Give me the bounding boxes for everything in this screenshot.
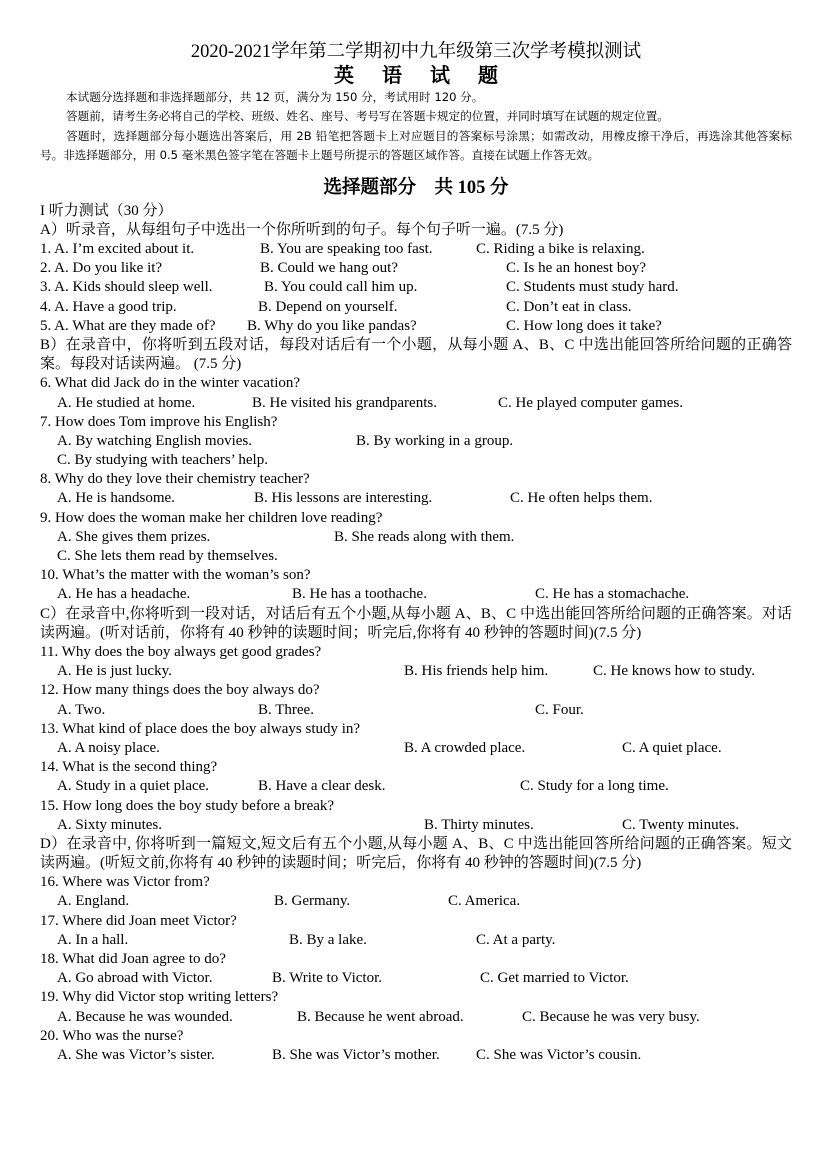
answer-option: B. Why do you like pandas? xyxy=(247,317,417,334)
answer-option: B. Three. xyxy=(258,701,314,718)
answer-option: C. Four. xyxy=(535,701,584,718)
options-row xyxy=(40,1008,792,1027)
question-row xyxy=(40,298,792,317)
answer-option: A. He studied at home. xyxy=(57,394,196,411)
question: 12. How many things does the boy always do? xyxy=(40,682,320,699)
answer-option: B. By a lake. xyxy=(289,931,367,948)
options-row xyxy=(40,816,792,835)
question: 16. Where was Victor from? xyxy=(40,874,210,891)
answer-option: B. He visited his grandparents. xyxy=(252,394,437,411)
question: 20. Who was the nurse? xyxy=(40,1027,184,1044)
answer-option: C. She was Victor’s cousin. xyxy=(476,1046,642,1063)
answer-option: B. Have a clear desk. xyxy=(258,778,386,795)
question-row xyxy=(40,278,792,297)
part-heading: I 听力测试（30 分） xyxy=(40,202,173,219)
answer-option: A. Study in a quiet place. xyxy=(57,778,210,795)
exam-page xyxy=(40,40,792,1065)
answer-option: A. He is just lucky. xyxy=(57,663,172,680)
answer-option: 1. A. I’m excited about it. xyxy=(40,241,195,257)
part-a-instruction: A）听录音，从每组句子中选出一个你所听到的句子。每个句子听一遍。(7.5 分) xyxy=(40,221,564,238)
answer-option: A. He is handsome. xyxy=(57,490,175,507)
answer-option: C. He has a stomachache. xyxy=(535,586,690,603)
answer-option: B. By working in a group. xyxy=(356,432,514,449)
answer-option: 2. A. Do you like it? xyxy=(40,260,163,277)
question-row xyxy=(40,240,792,259)
answer-option: B. He has a toothache. xyxy=(292,586,427,603)
options-row xyxy=(40,739,792,758)
answer-option: A. She was Victor’s sister. xyxy=(57,1046,215,1063)
answer-option: B. Germany. xyxy=(274,893,351,910)
answer-option: B. You are speaking too fast. xyxy=(260,241,433,257)
options-row xyxy=(40,528,792,547)
options-row xyxy=(40,662,792,681)
options-row xyxy=(40,1046,792,1065)
question: 17. Where did Joan meet Victor? xyxy=(40,912,237,929)
question: 18. What did Joan agree to do? xyxy=(40,951,226,968)
question-row xyxy=(40,259,792,278)
question: 14. What is the second thing? xyxy=(40,759,218,776)
answer-option: A. England. xyxy=(57,893,130,910)
answer-option: B. You could call him up. xyxy=(264,279,418,296)
question: 19. Why did Victor stop writing letters? xyxy=(40,989,279,1006)
question: 6. What did Jack do in the winter vacation? xyxy=(40,375,301,392)
instruction-3: 答题时，选择题部分每小题选出答案后，用 2B 铅笔把答题卡上对应题目的答案标号涂黑；如需改动，用橡皮擦干净后，再选涂其他答案标号。非选择题部分，用 0.5 毫米黑色签字笔在答题卡上题号所提示的答题区域作答。直接在试题上作答无效。 xyxy=(40,128,792,163)
answer-option: C. At a party. xyxy=(476,931,556,948)
answer-option: C. America. xyxy=(448,893,521,910)
part-c-instruction: C）在录音中,你将听到一段对话，对话后有五个小题,从每小题 A、B、C 中选出能回答所给问题的正确答案。对话读两遍。(听对话前，你将有 40 秒钟的读题时间；听完后,你将有 40 秒钟的答题时间)(7.5 分) xyxy=(40,605,792,641)
answer-option: B. Could we hang out? xyxy=(260,260,398,277)
answer-option: C. He knows how to study. xyxy=(593,663,755,680)
instruction-2: 答题前，请考生务必将自己的学校、班级、姓名、座号、考号写在答题卡规定的位置，并同时填写在试题的规定位置。 xyxy=(66,109,669,124)
options-row: C. She lets them read by themselves. xyxy=(57,548,278,565)
options-row xyxy=(40,585,792,604)
answer-option: B. Thirty minutes. xyxy=(424,816,534,833)
answer-option: C. Students must study hard. xyxy=(506,279,679,296)
options-row xyxy=(40,394,792,413)
answer-option: 4. A. Have a good trip. xyxy=(40,298,177,315)
part-b-instruction: B）在录音中，你将听到五段对话，每段对话后有一个小题，从每小题 A、B、C 中选出能回答所给问题的正确答案。每段对话读两遍。 (7.5 分) xyxy=(40,336,792,373)
answer-option: C. He often helps them. xyxy=(510,490,653,507)
exam-title: 2020-2021学年第二学期初中九年级第三次学考模拟测试 xyxy=(190,42,642,62)
question: 10. What’s the matter with the woman’s son? xyxy=(40,567,311,584)
answer-option: C. Because he was very busy. xyxy=(522,1008,700,1025)
question: 15. How long does the boy study before a break? xyxy=(40,797,335,814)
question: 7. How does Tom improve his English? xyxy=(40,413,278,430)
section-title: 选择题部分 共 105 分 xyxy=(323,177,509,198)
answer-option: A. A noisy place. xyxy=(57,739,160,756)
options-row xyxy=(40,489,792,508)
answer-option: A. He has a headache. xyxy=(57,586,191,603)
answer-option: B. Depend on yourself. xyxy=(258,298,398,315)
answer-option: C. Riding a bike is relaxing. xyxy=(476,241,645,257)
answer-option: C. How long does it take? xyxy=(506,317,662,334)
answer-option: 3. A. Kids should sleep well. xyxy=(40,279,213,296)
answer-option: C. He played computer games. xyxy=(498,394,683,411)
options-row xyxy=(40,892,792,911)
answer-option: C. A quiet place. xyxy=(622,739,722,756)
answer-option: B. His friends help him. xyxy=(404,663,549,680)
options-row xyxy=(40,931,792,950)
options-row xyxy=(40,432,792,451)
answer-option: B. His lessons are interesting. xyxy=(254,490,433,507)
options-row xyxy=(40,777,792,796)
answer-option: C. Is he an honest boy? xyxy=(506,260,646,277)
answer-option: C. Study for a long time. xyxy=(520,778,669,795)
answer-option: B. A crowded place. xyxy=(404,739,526,756)
question: 9. How does the woman make her children love reading? xyxy=(40,509,383,526)
question: 11. Why does the boy always get good grades? xyxy=(40,644,322,660)
answer-option: A. Two. xyxy=(57,701,106,718)
question-row xyxy=(40,317,792,336)
answer-option: A. Because he was wounded. xyxy=(57,1008,233,1025)
answer-option: A. She gives them prizes. xyxy=(57,528,211,545)
instruction-1: 本试题分选择题和非选择题部分，共 12 页，满分为 150 分，考试用时 120 分。 xyxy=(66,90,484,104)
question: 13. What kind of place does the boy always study in? xyxy=(40,720,361,737)
options-row xyxy=(40,969,792,988)
answer-option: A. By watching English movies. xyxy=(57,432,252,449)
answer-option: A. In a hall. xyxy=(57,931,129,948)
answer-option: C. Get married to Victor. xyxy=(480,970,629,987)
options-row: C. By studying with teachers’ help. xyxy=(57,452,268,469)
part-d-instruction: D）在录音中, 你将听到一篇短文,短文后有五个小题,从每小题 A、B、C 中选出能回答所给问题的正确答案。短文读两遍。(听短文前,你将有 40 秒钟的读题时间；听完后，你将有 40 秒钟的答题时间)(7.5 分) xyxy=(40,835,792,872)
answer-option: B. Because he went abroad. xyxy=(297,1008,464,1025)
answer-option: 5. A. What are they made of? xyxy=(40,317,216,334)
answer-option: C. Don’t eat in class. xyxy=(506,298,632,315)
answer-option: B. She reads along with them. xyxy=(334,528,515,545)
answer-option: B. Write to Victor. xyxy=(272,970,383,987)
answer-option: A. Go abroad with Victor. xyxy=(57,970,213,987)
question: 8. Why do they love their chemistry teacher? xyxy=(40,471,310,488)
answer-option: C. Twenty minutes. xyxy=(622,816,740,833)
answer-option: A. Sixty minutes. xyxy=(57,816,163,833)
subject-title: 英 语 试 题 xyxy=(334,65,498,87)
answer-option: B. She was Victor’s mother. xyxy=(272,1046,440,1063)
options-row xyxy=(40,701,792,720)
